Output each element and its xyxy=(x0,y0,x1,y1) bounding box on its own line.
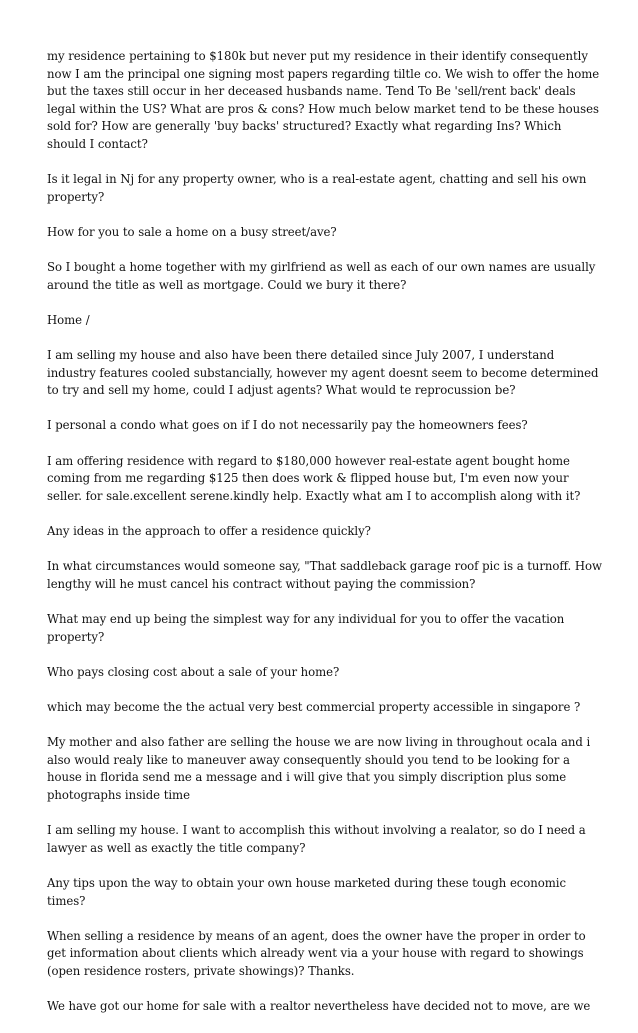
paragraph: which may become the the actual very best commercial property accessible in singapore ? xyxy=(47,699,581,714)
paragraph: I am offering residence with regard to $180,000 however real-estate agent bought home coming from me regarding $125 then does work & flipped house but, I'm even now your seller. for sale.excellent serene.kindly help. Exactly what am I to accomplish along with it? xyxy=(47,453,581,503)
paragraph: I am selling my house and also have been there detailed since July 2007, I understand industry features cooled substancially, however my agent doesnt seem to become determined to try and sell my home, could I adjust agents? What would te reprocussion be? xyxy=(47,348,599,398)
paragraph: I am selling my house. I want to accomplish this without involving a realator, so do I need a lawyer as well as exactly the title company? xyxy=(47,823,586,855)
document-body xyxy=(47,48,603,1033)
paragraph: In what circumstances would someone say, "That saddleback garage roof pic is a turnoff. How lengthy will he must cancel his contract without paying the commission? xyxy=(47,559,602,591)
paragraph: My mother and also father are selling the house we are now living in throughout ocala and i also would realy like to maneuver away consequently should you tend to be looking for a house in florida send me a message and i will give that you simply discription plus some photographs inside time xyxy=(47,735,591,802)
paragraph: When selling a residence by means of an agent, does the owner have the proper in order to get information about clients which already went via a your house with regard to showings (open residence rosters, private showings)? Thanks. xyxy=(47,928,586,978)
paragraph: Any ideas in the approach to offer a residence quickly? xyxy=(47,524,371,539)
paragraph: Who pays closing cost about a sale of your home? xyxy=(47,664,340,679)
paragraph: We have got our home for sale with a realtor nevertheless have decided not to move, are we xyxy=(47,999,591,1014)
paragraph: Is it legal in Nj for any property owner, who is a real-estate agent, chatting and sell his own property? xyxy=(47,172,587,204)
paragraph: my residence pertaining to $180k but never put my residence in their identify consequently now I am the principal one signing most papers regarding tiltle co. We wish to offer the home but the taxes still occur in her deceased husbands name. Tend To Be 'sell/rent back' deals legal within the US? What are pros & cons? How much below market tend to be these houses sold for? How are generally 'buy backs' structured? Exactly what regarding Ins? Which should I contact? xyxy=(47,49,600,151)
paragraph: I personal a condo what goes on if I do not necessarily pay the homeowners fees? xyxy=(47,418,528,433)
paragraph: Home / xyxy=(47,312,90,327)
paragraph: So I bought a home together with my girlfriend as well as each of our own names are usually around the title as well as mortgage. Could we bury it there? xyxy=(47,260,596,292)
paragraph: Any tips upon the way to obtain your own house marketed during these tough economic times? xyxy=(47,875,566,908)
paragraph: What may end up being the simplest way for any individual for you to offer the vacation property? xyxy=(47,612,565,644)
paragraph: How for you to sale a home on a busy street/ave? xyxy=(47,224,337,239)
